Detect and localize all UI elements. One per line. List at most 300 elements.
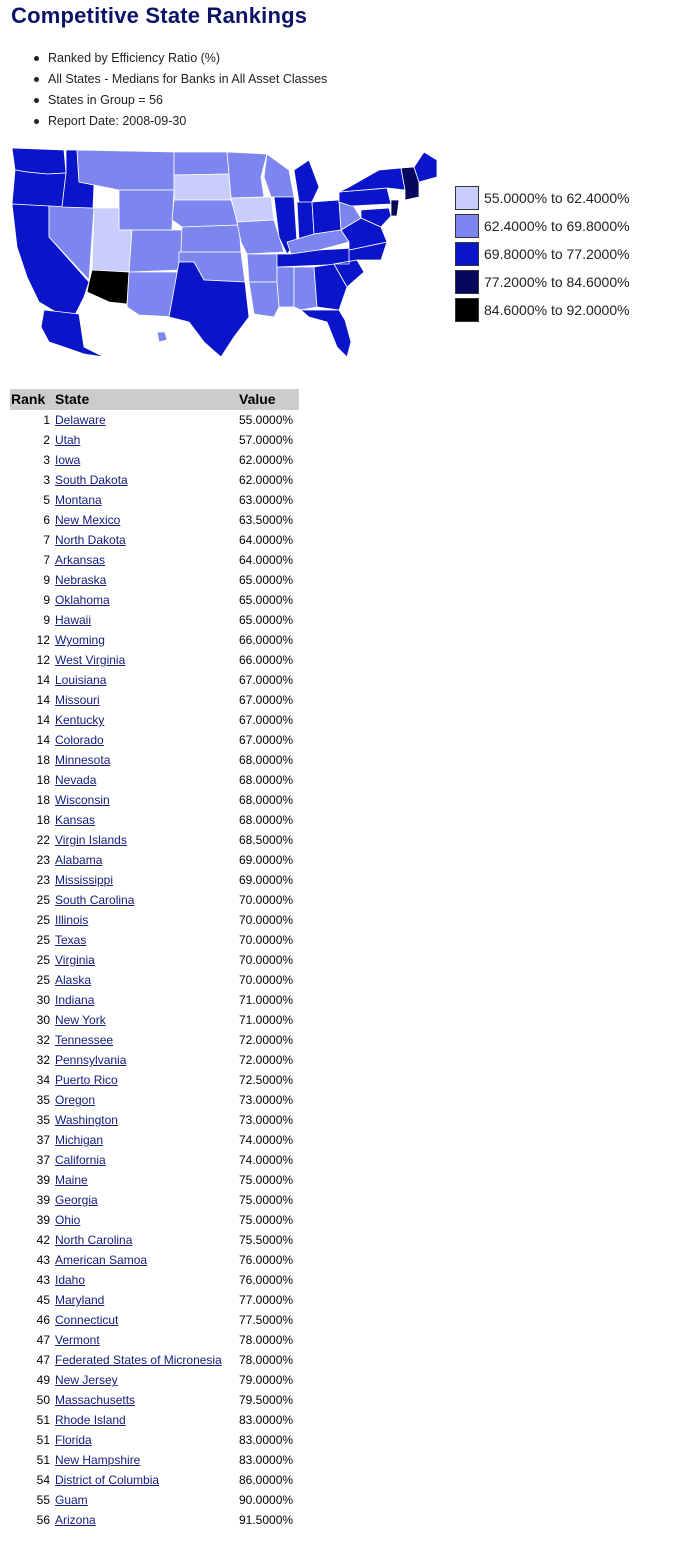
rank-cell: 46 (36, 1313, 50, 1327)
value-cell: 67.0000% (239, 713, 294, 727)
map-region-colorado (129, 230, 182, 272)
rank-cell: 14 (36, 733, 50, 747)
rank-cell: 2 (43, 433, 50, 447)
rank-cell: 7 (43, 553, 50, 567)
state-cell (55, 633, 105, 647)
state-link[interactable]: Ohio (55, 1213, 81, 1227)
table-row (10, 1410, 299, 1430)
value-cell: 75.0000% (239, 1173, 294, 1187)
value-cell: 74.0000% (239, 1133, 294, 1147)
table-row (10, 1270, 299, 1290)
table-row (10, 1010, 299, 1030)
rank-cell: 18 (36, 813, 50, 827)
rank-cell: 3 (43, 453, 50, 467)
legend-swatch (455, 186, 479, 210)
table-row (10, 910, 299, 930)
map-region-south-dakota (174, 174, 231, 200)
value-cell: 65.0000% (239, 613, 294, 627)
table-row (10, 1350, 299, 1370)
table-row (10, 1170, 299, 1190)
rank-cell: 49 (36, 1373, 50, 1387)
rank-cell: 39 (36, 1193, 50, 1207)
state-link[interactable]: New York (55, 1013, 106, 1027)
state-link[interactable]: District of Columbia (55, 1473, 160, 1487)
state-link[interactable]: West Virginia (55, 653, 126, 667)
state-cell (55, 713, 104, 727)
rank-cell: 1 (43, 413, 50, 427)
bullet-icon (34, 98, 39, 103)
map-region-alabama (294, 267, 317, 310)
column-header-rank: Rank (11, 391, 46, 407)
value-cell: 72.5000% (239, 1073, 294, 1087)
table-row (10, 810, 299, 830)
value-cell: 79.5000% (239, 1393, 294, 1407)
rank-cell: 50 (36, 1393, 50, 1407)
rank-cell: 9 (43, 613, 50, 627)
state-cell (55, 1053, 126, 1067)
map-region-nebraska (172, 200, 239, 227)
value-cell: 62.0000% (239, 453, 294, 467)
table-row (10, 430, 299, 450)
report-criteria-list (34, 48, 327, 132)
state-link[interactable]: Nebraska (55, 573, 107, 587)
value-cell: 75.0000% (239, 1193, 294, 1207)
map-region-wyoming (119, 190, 174, 230)
value-cell: 91.5000% (239, 1513, 294, 1527)
state-cell (55, 913, 88, 927)
state-cell (55, 733, 104, 747)
table-row (10, 650, 299, 670)
table-row (10, 1470, 299, 1490)
rank-cell: 14 (36, 693, 50, 707)
table-row (10, 870, 299, 890)
state-cell (55, 1273, 85, 1287)
state-link[interactable]: Pennsylvania (55, 1053, 127, 1067)
state-link[interactable]: Arkansas (55, 553, 106, 567)
state-link[interactable]: South Carolina (55, 893, 135, 907)
state-cell (55, 433, 80, 447)
rank-cell: 32 (36, 1053, 50, 1067)
value-cell: 70.0000% (239, 913, 294, 927)
value-cell: 62.0000% (239, 473, 294, 487)
rank-cell: 47 (36, 1333, 50, 1347)
column-header-state: State (55, 391, 90, 407)
rank-cell: 43 (36, 1273, 50, 1287)
state-cell (55, 1373, 118, 1387)
state-cell (55, 1333, 100, 1347)
value-cell: 86.0000% (239, 1473, 294, 1487)
state-link[interactable]: Guam (55, 1493, 88, 1507)
table-row (10, 1370, 299, 1390)
state-link[interactable]: Idaho (55, 1273, 86, 1287)
value-cell: 64.0000% (239, 533, 294, 547)
table-row (10, 890, 299, 910)
state-link[interactable]: New Mexico (55, 513, 121, 527)
state-link[interactable]: Georgia (55, 1193, 98, 1207)
state-cell (55, 1173, 88, 1187)
rank-cell: 25 (36, 973, 50, 987)
state-cell (55, 613, 91, 627)
value-cell: 68.0000% (239, 753, 294, 767)
value-cell: 76.0000% (239, 1273, 294, 1287)
value-cell: 68.0000% (239, 793, 294, 807)
state-link[interactable]: Hawaii (55, 613, 92, 627)
value-cell: 68.5000% (239, 833, 294, 847)
rank-cell: 3 (43, 473, 50, 487)
table-row (10, 730, 299, 750)
rank-cell: 18 (36, 773, 50, 787)
state-cell (55, 573, 106, 587)
state-cell (55, 1153, 106, 1167)
table-row (10, 1310, 299, 1330)
rank-cell: 51 (36, 1433, 50, 1447)
state-link[interactable]: Vermont (55, 1333, 100, 1347)
state-link[interactable]: Wyoming (55, 633, 105, 647)
map-region-oregon (12, 170, 66, 207)
state-link[interactable]: Louisiana (55, 673, 107, 687)
criteria-item: Ranked by Efficiency Ratio (%) (34, 48, 327, 69)
map-region-mississippi (277, 267, 294, 307)
table-row (10, 1090, 299, 1110)
state-cell (55, 873, 113, 887)
value-cell: 68.0000% (239, 773, 294, 787)
table-row (10, 1030, 299, 1050)
state-link[interactable]: Kentucky (55, 713, 105, 727)
map-region-louisiana (249, 282, 279, 317)
state-cell (55, 1393, 135, 1407)
table-row (10, 1150, 299, 1170)
value-cell: 65.0000% (239, 573, 294, 587)
legend-swatch (455, 214, 479, 238)
rank-cell: 37 (36, 1133, 50, 1147)
legend-label: 84.6000% to 92.0000% (484, 302, 630, 318)
rank-cell: 30 (36, 1013, 50, 1027)
state-link[interactable]: Utah (55, 433, 81, 447)
state-link[interactable]: Rhode Island (55, 1413, 126, 1427)
state-cell (55, 1133, 103, 1147)
state-link[interactable]: Delaware (55, 413, 106, 427)
state-cell (55, 813, 95, 827)
rank-cell: 55 (36, 1493, 50, 1507)
rank-cell: 54 (36, 1473, 50, 1487)
state-cell (55, 473, 128, 487)
value-cell: 63.0000% (239, 493, 294, 507)
state-cell (55, 1513, 96, 1527)
table-row (10, 1210, 299, 1230)
map-region-minnesota (227, 152, 267, 198)
table-row (10, 1450, 299, 1470)
value-cell: 83.0000% (239, 1433, 294, 1447)
table-row (10, 1190, 299, 1210)
criteria-item: All States - Medians for Banks in All Asset Classes (34, 69, 327, 90)
table-row (10, 590, 299, 610)
state-link[interactable]: Texas (55, 933, 87, 947)
state-link[interactable]: South Dakota (55, 473, 128, 487)
table-row (10, 570, 299, 590)
page-title: Competitive State Rankings (11, 3, 308, 28)
table-row (10, 1250, 299, 1270)
state-cell (55, 933, 86, 947)
rankings-table (10, 389, 299, 1530)
rank-cell: 34 (36, 1073, 50, 1087)
value-cell: 66.0000% (239, 633, 294, 647)
table-row (10, 850, 299, 870)
table-row (10, 1290, 299, 1310)
map-region-new-york (339, 168, 405, 192)
map-region-michigan (294, 160, 319, 204)
value-cell: 70.0000% (239, 973, 294, 987)
state-link[interactable]: Iowa (55, 453, 81, 467)
table-row (10, 1070, 299, 1090)
state-link[interactable]: Massachusetts (55, 1393, 136, 1407)
state-link[interactable]: Montana (55, 493, 102, 507)
state-link[interactable]: Oregon (55, 1093, 96, 1107)
column-header-value: Value (239, 391, 276, 407)
map-region-new-jersey (391, 200, 399, 216)
map-region-ohio (312, 200, 341, 234)
rank-cell: 42 (36, 1233, 50, 1247)
table-row (10, 970, 299, 990)
table-row (10, 470, 299, 490)
map-region-hawaii (157, 332, 167, 342)
value-cell: 67.0000% (239, 693, 294, 707)
map-region-maine (414, 152, 437, 182)
value-cell: 74.0000% (239, 1153, 294, 1167)
value-cell: 76.0000% (239, 1253, 294, 1267)
state-cell (55, 533, 126, 547)
table-row (10, 950, 299, 970)
value-cell: 68.0000% (239, 813, 294, 827)
state-cell (55, 973, 91, 987)
value-cell: 72.0000% (239, 1033, 294, 1047)
value-cell: 55.0000% (239, 413, 294, 427)
value-cell: 65.0000% (239, 593, 294, 607)
state-cell (55, 773, 96, 787)
map-region-kansas (181, 225, 241, 252)
value-cell: 78.0000% (239, 1353, 294, 1367)
state-cell (55, 893, 134, 907)
state-cell (55, 853, 102, 867)
rank-cell: 25 (36, 953, 50, 967)
map-region-north-dakota (174, 152, 229, 175)
state-cell (55, 1013, 106, 1027)
rank-cell: 56 (36, 1513, 50, 1527)
state-link[interactable]: North Dakota (55, 533, 126, 547)
value-cell: 71.0000% (239, 993, 294, 1007)
value-cell: 75.0000% (239, 1213, 294, 1227)
legend-label: 77.2000% to 84.6000% (484, 274, 630, 290)
state-link[interactable]: American Samoa (55, 1253, 148, 1267)
state-cell (55, 1313, 118, 1327)
table-row (10, 1110, 299, 1130)
legend-swatch (455, 270, 479, 294)
state-link[interactable]: Arizona (55, 1513, 96, 1527)
state-link[interactable]: Federated States of Micronesia (55, 1353, 222, 1367)
rank-cell: 43 (36, 1253, 50, 1267)
state-link[interactable]: Washington (55, 1113, 118, 1127)
state-cell (55, 993, 94, 1007)
map-region-arkansas (247, 254, 277, 282)
rank-cell: 32 (36, 1033, 50, 1047)
value-cell: 77.5000% (239, 1313, 294, 1327)
state-link[interactable]: Kansas (55, 813, 96, 827)
state-link[interactable]: Virgin Islands (55, 833, 127, 847)
table-row (10, 1430, 299, 1450)
rank-cell: 25 (36, 913, 50, 927)
state-link[interactable]: Nevada (55, 773, 97, 787)
rank-cell: 51 (36, 1453, 50, 1467)
state-link[interactable]: Maryland (55, 1293, 105, 1307)
table-row (10, 1230, 299, 1250)
map-region-wisconsin (264, 154, 294, 197)
rank-cell: 25 (36, 893, 50, 907)
table-row (10, 930, 299, 950)
state-link[interactable]: New Jersey (55, 1373, 118, 1387)
rank-cell: 39 (36, 1213, 50, 1227)
rank-cell: 12 (36, 633, 50, 647)
state-cell (55, 513, 120, 527)
state-link[interactable]: Oklahoma (55, 593, 110, 607)
legend-label: 69.8000% to 77.2000% (484, 246, 630, 262)
rank-cell: 51 (36, 1413, 50, 1427)
state-cell (55, 1413, 126, 1427)
table-row (10, 990, 299, 1010)
legend-label: 62.4000% to 69.8000% (484, 218, 630, 234)
value-cell: 90.0000% (239, 1493, 294, 1507)
rank-cell: 23 (36, 873, 50, 887)
bullet-icon (34, 77, 39, 82)
table-row (10, 1510, 299, 1530)
table-row (10, 550, 299, 570)
table-row (10, 1490, 299, 1510)
state-link[interactable]: Tennessee (55, 1033, 114, 1047)
rank-cell: 23 (36, 853, 50, 867)
table-row (10, 1130, 299, 1150)
map-region-iowa (231, 197, 274, 222)
state-link[interactable]: Maine (55, 1173, 88, 1187)
value-cell: 66.0000% (239, 653, 294, 667)
map-region-montana (77, 150, 174, 190)
state-cell (55, 1073, 118, 1087)
value-cell: 75.5000% (239, 1233, 294, 1247)
value-cell: 70.0000% (239, 893, 294, 907)
criteria-item: Report Date: 2008-09-30 (34, 111, 327, 132)
value-cell: 67.0000% (239, 733, 294, 747)
state-cell (55, 1493, 88, 1507)
value-cell: 83.0000% (239, 1453, 294, 1467)
rank-cell: 39 (36, 1173, 50, 1187)
map-region-florida (301, 310, 351, 357)
state-cell (55, 673, 106, 687)
rank-cell: 25 (36, 933, 50, 947)
legend-label: 55.0000% to 62.4000% (484, 190, 630, 206)
rank-cell: 47 (36, 1353, 50, 1367)
state-link[interactable]: Colorado (55, 733, 104, 747)
value-cell: 78.0000% (239, 1333, 294, 1347)
state-link[interactable]: North Carolina (55, 1233, 133, 1247)
rank-cell: 22 (36, 833, 50, 847)
state-cell (55, 1353, 222, 1367)
table-row (10, 830, 299, 850)
state-cell (55, 1033, 113, 1047)
legend-swatch (455, 242, 479, 266)
rank-cell: 35 (36, 1113, 50, 1127)
state-cell (55, 793, 110, 807)
state-cell (55, 693, 100, 707)
table-row (10, 450, 299, 470)
state-cell (55, 1453, 140, 1467)
bullet-icon (34, 56, 39, 61)
state-link[interactable]: Alaska (55, 973, 92, 987)
state-link[interactable]: Virginia (55, 953, 95, 967)
value-cell: 64.0000% (239, 553, 294, 567)
state-cell (55, 1113, 118, 1127)
state-link[interactable]: New Hampshire (55, 1453, 141, 1467)
state-link[interactable]: Wisconsin (55, 793, 110, 807)
state-cell (55, 1293, 104, 1307)
table-row (10, 530, 299, 550)
state-cell (55, 1193, 98, 1207)
state-link[interactable]: Puerto Rico (55, 1073, 118, 1087)
table-row (10, 610, 299, 630)
state-cell (55, 1433, 92, 1447)
state-cell (55, 653, 125, 667)
table-row (10, 770, 299, 790)
rank-cell: 30 (36, 993, 50, 1007)
state-link[interactable]: Florida (55, 1433, 92, 1447)
table-row (10, 750, 299, 770)
value-cell: 83.0000% (239, 1413, 294, 1427)
state-cell (55, 553, 105, 567)
state-cell (55, 453, 80, 467)
value-cell: 63.5000% (239, 513, 294, 527)
rank-cell: 18 (36, 753, 50, 767)
state-cell (55, 413, 106, 427)
table-header (10, 389, 299, 410)
state-cell (55, 1473, 159, 1487)
state-cell (55, 753, 110, 767)
rank-cell: 18 (36, 793, 50, 807)
state-cell (55, 1093, 95, 1107)
table-row (10, 670, 299, 690)
table-row (10, 790, 299, 810)
state-link[interactable]: Michigan (55, 1133, 104, 1147)
state-cell (55, 1213, 80, 1227)
state-link[interactable]: Indiana (55, 993, 95, 1007)
table-row (10, 710, 299, 730)
state-cell (55, 1233, 132, 1247)
value-cell: 70.0000% (239, 953, 294, 967)
state-link[interactable]: Alabama (55, 853, 103, 867)
map-region-washington (12, 148, 66, 174)
rank-cell: 7 (43, 533, 50, 547)
state-link[interactable]: California (55, 1153, 106, 1167)
state-link[interactable]: Mississippi (55, 873, 114, 887)
value-cell: 79.0000% (239, 1373, 294, 1387)
state-link[interactable]: Connecticut (55, 1313, 119, 1327)
state-cell (55, 493, 102, 507)
value-cell: 72.0000% (239, 1053, 294, 1067)
criteria-item: States in Group = 56 (34, 90, 327, 111)
state-link[interactable]: Minnesota (55, 753, 111, 767)
rank-cell: 35 (36, 1093, 50, 1107)
state-cell (55, 953, 95, 967)
state-cell (55, 833, 127, 847)
value-cell: 77.0000% (239, 1293, 294, 1307)
rank-cell: 5 (43, 493, 50, 507)
state-link[interactable]: Missouri (55, 693, 100, 707)
state-link[interactable]: Illinois (55, 913, 89, 927)
